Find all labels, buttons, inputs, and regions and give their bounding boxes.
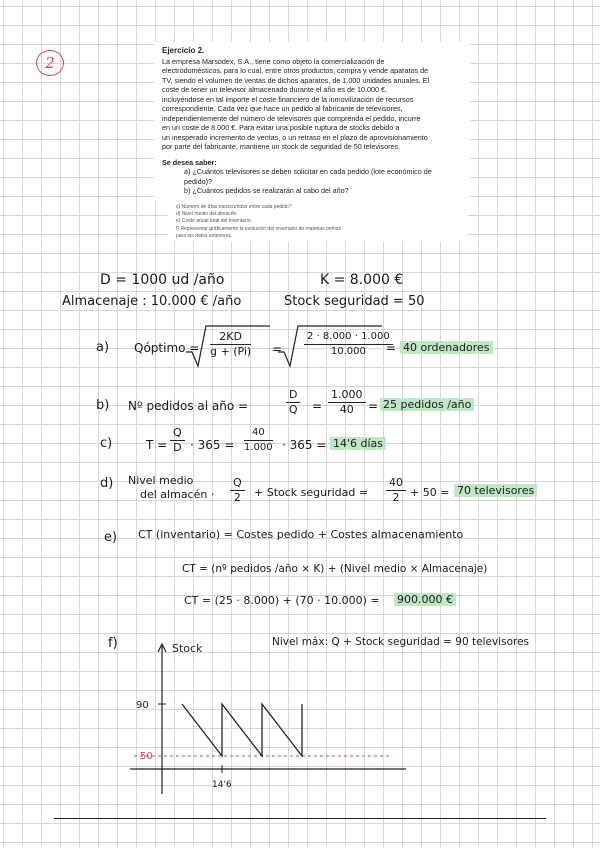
question-line: pedido)? xyxy=(184,176,212,186)
data-order-cost: K = 8.000 € xyxy=(320,272,404,288)
problem-line: incluyéndose en tal importe el coste financiero de la inmovilización de recursos xyxy=(162,94,414,104)
b-f1-num: D xyxy=(286,388,300,403)
question-line: a) ¿Cuántos televisores se deben solicitar en cada pedido (lote económico de xyxy=(184,167,432,176)
b-f2-den: 40 xyxy=(339,403,354,416)
c-fraction-1 xyxy=(170,426,185,455)
e-line-2: CT = (nº pedidos /año × K) + (Nivel medio × Almacenaje) xyxy=(182,563,488,575)
a-f2-den: 10.000 xyxy=(330,346,366,357)
label-b: b) xyxy=(96,398,110,413)
inventory-chart xyxy=(120,634,420,804)
a-result: 40 ordenadores xyxy=(400,341,493,354)
data-storage: Almacenaje : 10.000 € /año xyxy=(62,294,242,309)
y-axis-label: Stock xyxy=(172,642,203,655)
extra-question-line: c) Número de días transcurridos entre cada pedido? xyxy=(176,204,292,210)
problem-line: en un coste de 8.000 €. Para evitar una posible ruptura de stocks debido a xyxy=(162,123,400,132)
page-bottom-rule xyxy=(54,818,546,819)
y-tick-label-50: 50 xyxy=(140,751,153,762)
extra-question-line: e) Coste anual total del inventario. xyxy=(176,218,252,225)
d-text-2: del almacén · xyxy=(140,488,215,501)
d-f2-num: 40 xyxy=(386,476,406,491)
problem-line: por parte del fabricante, mantiene un stock de seguridad de 50 televisores. xyxy=(162,142,401,151)
d-f1-num: Q xyxy=(230,476,245,491)
d-fraction-1 xyxy=(230,476,245,505)
problem-line: electrodomésticos, para lo cual, entre otros productos, compra y vende aparatos de xyxy=(162,66,429,75)
d-fraction-2 xyxy=(386,476,406,505)
problem-line: correspondiente. Cada vez que hace un pedido al fabricante de televisores, xyxy=(162,104,403,113)
extra-questions xyxy=(168,202,468,242)
label-c: c) xyxy=(100,436,113,451)
d-f2-den: 2 xyxy=(392,491,400,504)
problem-line: un inesperado incremento de ventas, o un retraso en el plazo de aprovisionamiento xyxy=(162,132,428,142)
b-f1-den: Q xyxy=(288,403,298,416)
exercise-number-badge: 2 xyxy=(36,50,64,76)
label-d: d) xyxy=(100,476,114,491)
a-qoptimo: Qóptimo = xyxy=(134,341,200,355)
extra-question-line: d) Nivel medio del almacén. xyxy=(176,211,238,218)
c-f2-den: 1.000 xyxy=(244,442,273,453)
a-equals: = xyxy=(272,342,283,356)
a-f2-num: 2 · 8.000 · 1.000 xyxy=(304,330,393,345)
d-result: 70 televisores xyxy=(454,484,537,497)
b-fraction-1 xyxy=(286,388,300,417)
label-f: f) xyxy=(108,636,118,651)
d-mid: + Stock seguridad = xyxy=(254,486,369,499)
y-tick-label-90: 90 xyxy=(136,700,149,711)
c-mul: · 365 = xyxy=(190,438,235,452)
problem-statement xyxy=(154,42,470,202)
c-f2-num: 40 xyxy=(244,426,273,441)
e-line-3: CT = (25 · 8.000) + (70 · 10.000) = xyxy=(184,594,380,607)
a-f1-num: 2KD xyxy=(210,330,251,345)
a-equals-2: = xyxy=(386,341,397,355)
c-f1-num: Q xyxy=(170,426,185,441)
problem-line: independientemente del número de televisores que comprenda el pedido, incurre xyxy=(162,113,421,123)
f-nivel-max: Nivel máx: Q + Stock seguridad = 90 televisores xyxy=(272,636,530,648)
c-result: 14'6 días xyxy=(330,437,386,450)
c-t: T = xyxy=(146,438,168,452)
question-line: b) ¿Cuántos pedidos se realizarán al cabo del año? xyxy=(184,186,349,195)
d-f1-den: 2 xyxy=(233,491,241,504)
b-result: 25 pedidos /año xyxy=(380,398,474,411)
label-a: a) xyxy=(96,340,110,355)
question-heading: Se desea saber: xyxy=(162,157,217,167)
c-f1-den: D xyxy=(173,441,182,454)
extra-question-line: f) Representar gráficamente la evolución del inventario de materias primas xyxy=(176,225,342,232)
problem-line: TV, siendo el volumen de ventas de dichos aparatos, de 1.000 unidades anuales. El xyxy=(162,75,430,85)
b-equals: = xyxy=(312,399,323,413)
data-demand: D = 1000 ud /año xyxy=(100,272,225,288)
c-mul-2: · 365 = xyxy=(282,438,327,452)
extra-question-line: para los datos anteriores. xyxy=(176,232,233,239)
problem-line: La empresa Marsodex, S.A., tiene como objeto la comercialización de xyxy=(162,56,385,66)
inventory-sawtooth-line xyxy=(182,704,302,756)
problem-title: Ejercicio 2. xyxy=(162,46,205,55)
problem-line: coste de tener un televisor almacenado durante el año es de 10.000 €, xyxy=(162,85,387,94)
b-text: Nº pedidos al año = xyxy=(128,399,249,413)
b-equals-2: = xyxy=(368,399,379,413)
a-f1-den: g + (Pi) xyxy=(210,345,252,358)
label-e: e) xyxy=(104,530,118,545)
d-text-1: Nivel medio xyxy=(128,474,194,487)
e-line-1: CT (inventario) = Costes pedido + Costes almacenamiento xyxy=(138,528,464,541)
b-fraction-2 xyxy=(328,388,366,417)
b-f2-num: 1.000 xyxy=(328,388,366,403)
a-fraction-2 xyxy=(304,330,393,359)
c-fraction-2 xyxy=(244,426,273,455)
x-tick-label-146: 14'6 xyxy=(212,780,232,790)
a-fraction-1 xyxy=(210,330,251,359)
d-plus: + 50 = xyxy=(410,486,450,499)
e-result: 900.000 € xyxy=(394,593,456,606)
data-safety-stock: Stock seguridad = 50 xyxy=(284,294,425,309)
